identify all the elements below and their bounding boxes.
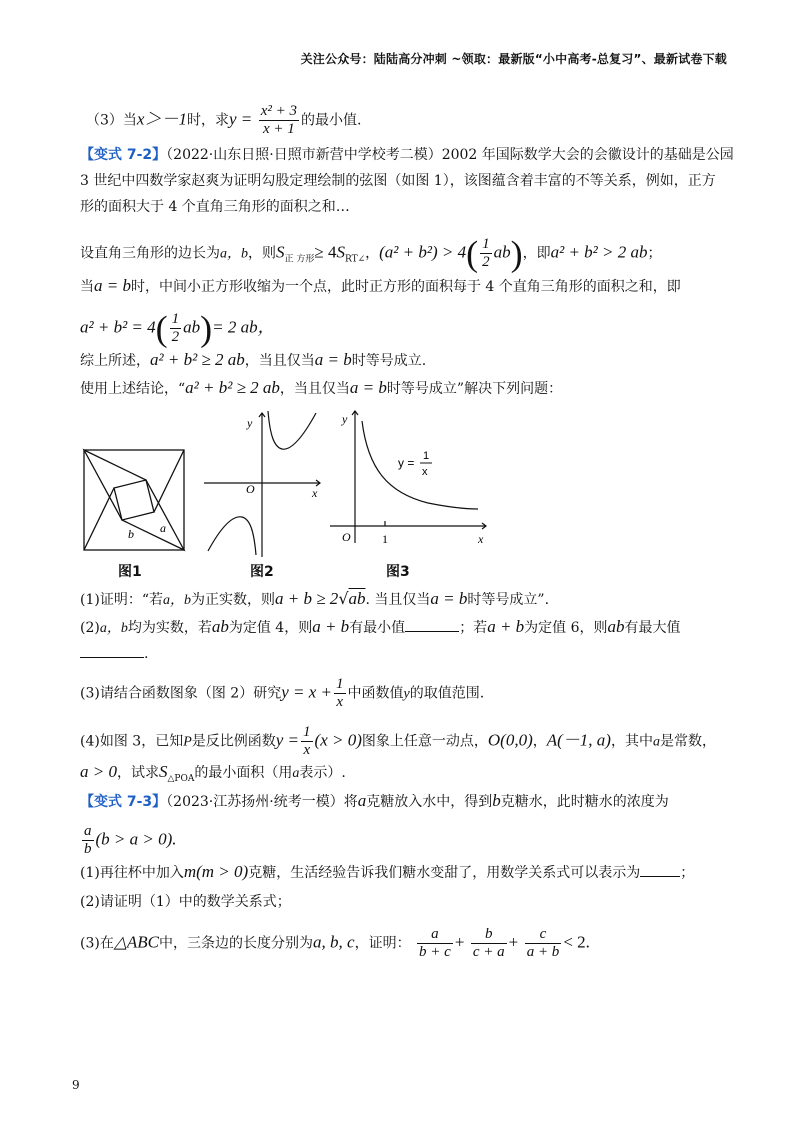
inner-square — [114, 480, 154, 520]
prev-question-3: （3）当x＞－1时，求y = $\frac{\text{x² + 3}}{x + 1}$ 的最小值. — [86, 103, 362, 137]
outer-square — [84, 450, 184, 550]
svg-text:1: 1 — [423, 450, 430, 462]
variant-7-2-line-6: a² + b² = 4( $\frac{1}{2}$ ab)= 2 ab， — [80, 308, 275, 349]
variant-7-3-q2: (2)请证明（1）中的数学关系式； — [80, 894, 291, 910]
answer-blank-relation[interactable] — [640, 862, 680, 877]
svg-text:x: x — [422, 466, 428, 478]
variant-7-2-line-4: 设直角三角形的边长为a，b，则$S_{正 方形}\ge 4S_{RT\angle}$，(a² + b²) > 4( $\frac{1}{2}$ ab)，即a² + b² > 2 ab； — [80, 233, 662, 274]
problem-3: (3)请结合函数图象（图 2）研究y = x + $\frac{1}{x}$ 中函数值y的取值范围. — [80, 676, 485, 710]
problem-2: (2)a，b均为实数，若ab为定值 4，则a + b有最小值 ；若a + b为定值 6，则ab有最大值 — [80, 617, 681, 636]
fig1-label-a: a — [160, 521, 166, 535]
right-branch — [268, 411, 316, 449]
variant-7-3-concentration: $\frac{a}{b}$ (b > a > 0). — [84, 823, 177, 857]
variant-7-2-intro-3: 形的面积大于 4 个直角三角形的面积之和… — [80, 199, 350, 215]
fig3-function-label: y = — [398, 456, 415, 470]
left-branch — [208, 517, 256, 555]
variant-7-2-intro-2: 3 世纪中四数学家赵爽为证明勾股定理绘制的弦图（如图 1），该图蕴含着丰富的不等关系，例如，正方 — [80, 173, 716, 189]
fraction: $\frac{\text{x² + 3}}{x + 1}$ — [260, 103, 297, 137]
figure-3-graph — [328, 405, 493, 555]
figure-3-caption: 图3 — [386, 564, 410, 580]
fig2-y-label: y — [247, 416, 253, 430]
inner-lines — [84, 450, 184, 550]
fig3-x-label: x — [478, 532, 484, 546]
variant-7-2-intro-1: 【变式 7-2】（2022·山东日照·日照市新营中学校考二模）2002 年国际数学大会的会徽设计的基础是公园 — [80, 147, 734, 163]
variant-tag: 【变式 7-2】 — [80, 147, 167, 163]
variant-7-2-line-5: 当a = b时，中间小正方形收缩为一个点，此时正方形的面积每于 4 个直角三角形的面积之和，即 — [80, 276, 681, 295]
variant-7-3-q3: (3)在△ABC中，三条边的长度分别为a, b, c，证明： $\frac{a}{b + c}$ + $\frac{b}{c + a}$ + $\frac{c}{a + b}$ < 2. — [80, 926, 590, 960]
variant-7-3-intro: 【变式 7-3】（2023·江苏扬州·统考一模）将a克糖放入水中，得到b克糖水，此时糖水的浓度为 — [80, 791, 669, 810]
figure-1-caption: 图1 — [118, 564, 142, 580]
fig1-label-b: b — [128, 527, 134, 541]
variant-tag: 【变式 7-3】 — [80, 794, 167, 810]
hyperbola-branch — [362, 421, 478, 509]
variant-7-2-line-8: 使用上述结论，“a² + b² ≥ 2 ab，当且仅当a = b时等号成立”解决下列问题： — [80, 378, 563, 397]
fig3-origin: O — [342, 530, 351, 544]
figure-1-string-diagram — [82, 448, 188, 558]
variant-7-3-q1: (1)再往杯中加入m(m > 0)克糖，生活经验告诉我们糖水变甜了，用数学关系式可以表示为 ； — [80, 862, 695, 881]
fig2-x-label: x — [312, 486, 318, 500]
problem-2-cont: . — [80, 643, 148, 664]
page-header: 关注公众号：陆陆高分冲刺 ~领取：最新版“小中高考-总复习”、最新试卷下载 — [300, 52, 727, 66]
answer-blank-min[interactable] — [405, 617, 459, 632]
page-number: 9 — [72, 1078, 80, 1092]
answer-blank-max[interactable] — [80, 643, 144, 658]
problem-1: (1)证明：“若a，b为正实数，则a + b ≥ 2√ab. 当且仅当a = b时等号成立”. — [80, 589, 550, 608]
figure-2-graph — [200, 405, 325, 560]
figure-2-caption: 图2 — [250, 564, 274, 580]
problem-4-cont: a > 0，试求$S_{\triangle POA}$的最小面积（用a表示）. — [80, 762, 346, 784]
variant-7-2-line-7: 综上所述，a² + b² ≥ 2 ab，当且仅当a = b时等号成立. — [80, 350, 427, 369]
fig3-y-label: y — [342, 412, 348, 426]
problem-4: (4)如图 3，已知P是反比例函数y = $\frac{1}{x}$ (x > 0)图象上任意一动点，O(0,0)，A(－1, a)，其中a是常数， — [80, 724, 716, 758]
fig3-tick-one: 1 — [382, 532, 388, 546]
fig2-origin: O — [246, 482, 255, 496]
